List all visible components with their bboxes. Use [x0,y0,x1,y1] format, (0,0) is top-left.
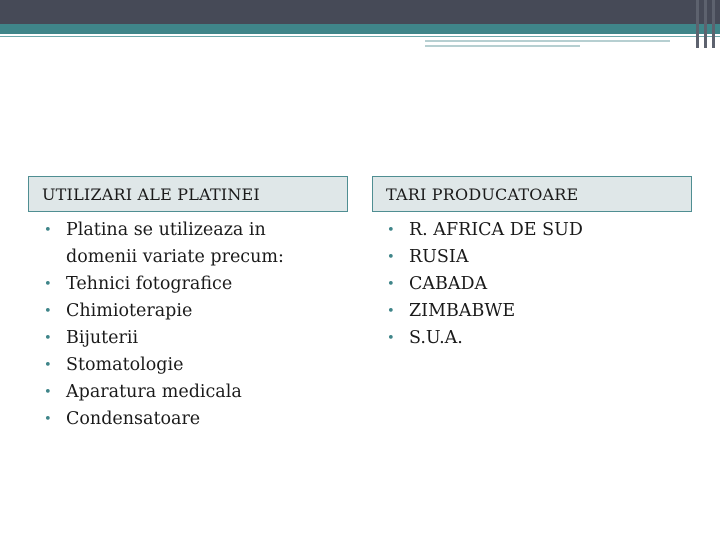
list-item: • CABADA [387,271,687,298]
list-item: • Aparatura medicala [44,379,334,406]
list-item: • RUSIA [387,244,687,271]
decorative-line [0,36,720,37]
top-decorative-band [0,0,720,24]
decorative-line [425,45,580,47]
right-column-header: TARI PRODUCATOARE [372,176,692,212]
list-item: • ZIMBABWE [387,298,687,325]
list-item: • Condensatoare [44,406,334,433]
producer-countries-list [387,217,687,352]
list-item: • Chimioterapie [44,298,334,325]
list-item: • Tehnici fotografice [44,271,334,298]
left-column-header: UTILIZARI ALE PLATINEI [28,176,348,212]
corner-decoration [712,0,715,48]
corner-decoration [696,0,699,48]
platinum-uses-list [44,217,334,433]
corner-decoration [704,0,707,48]
list-item: • S.U.A. [387,325,687,352]
decorative-line [425,40,670,42]
list-item: • R. AFRICA DE SUD [387,217,687,244]
list-item: • Platina se utilizeaza in domenii variate precum: [44,217,334,271]
top-accent-stripe [0,24,720,34]
list-item: • Bijuterii [44,325,334,352]
list-item: • Stomatologie [44,352,334,379]
